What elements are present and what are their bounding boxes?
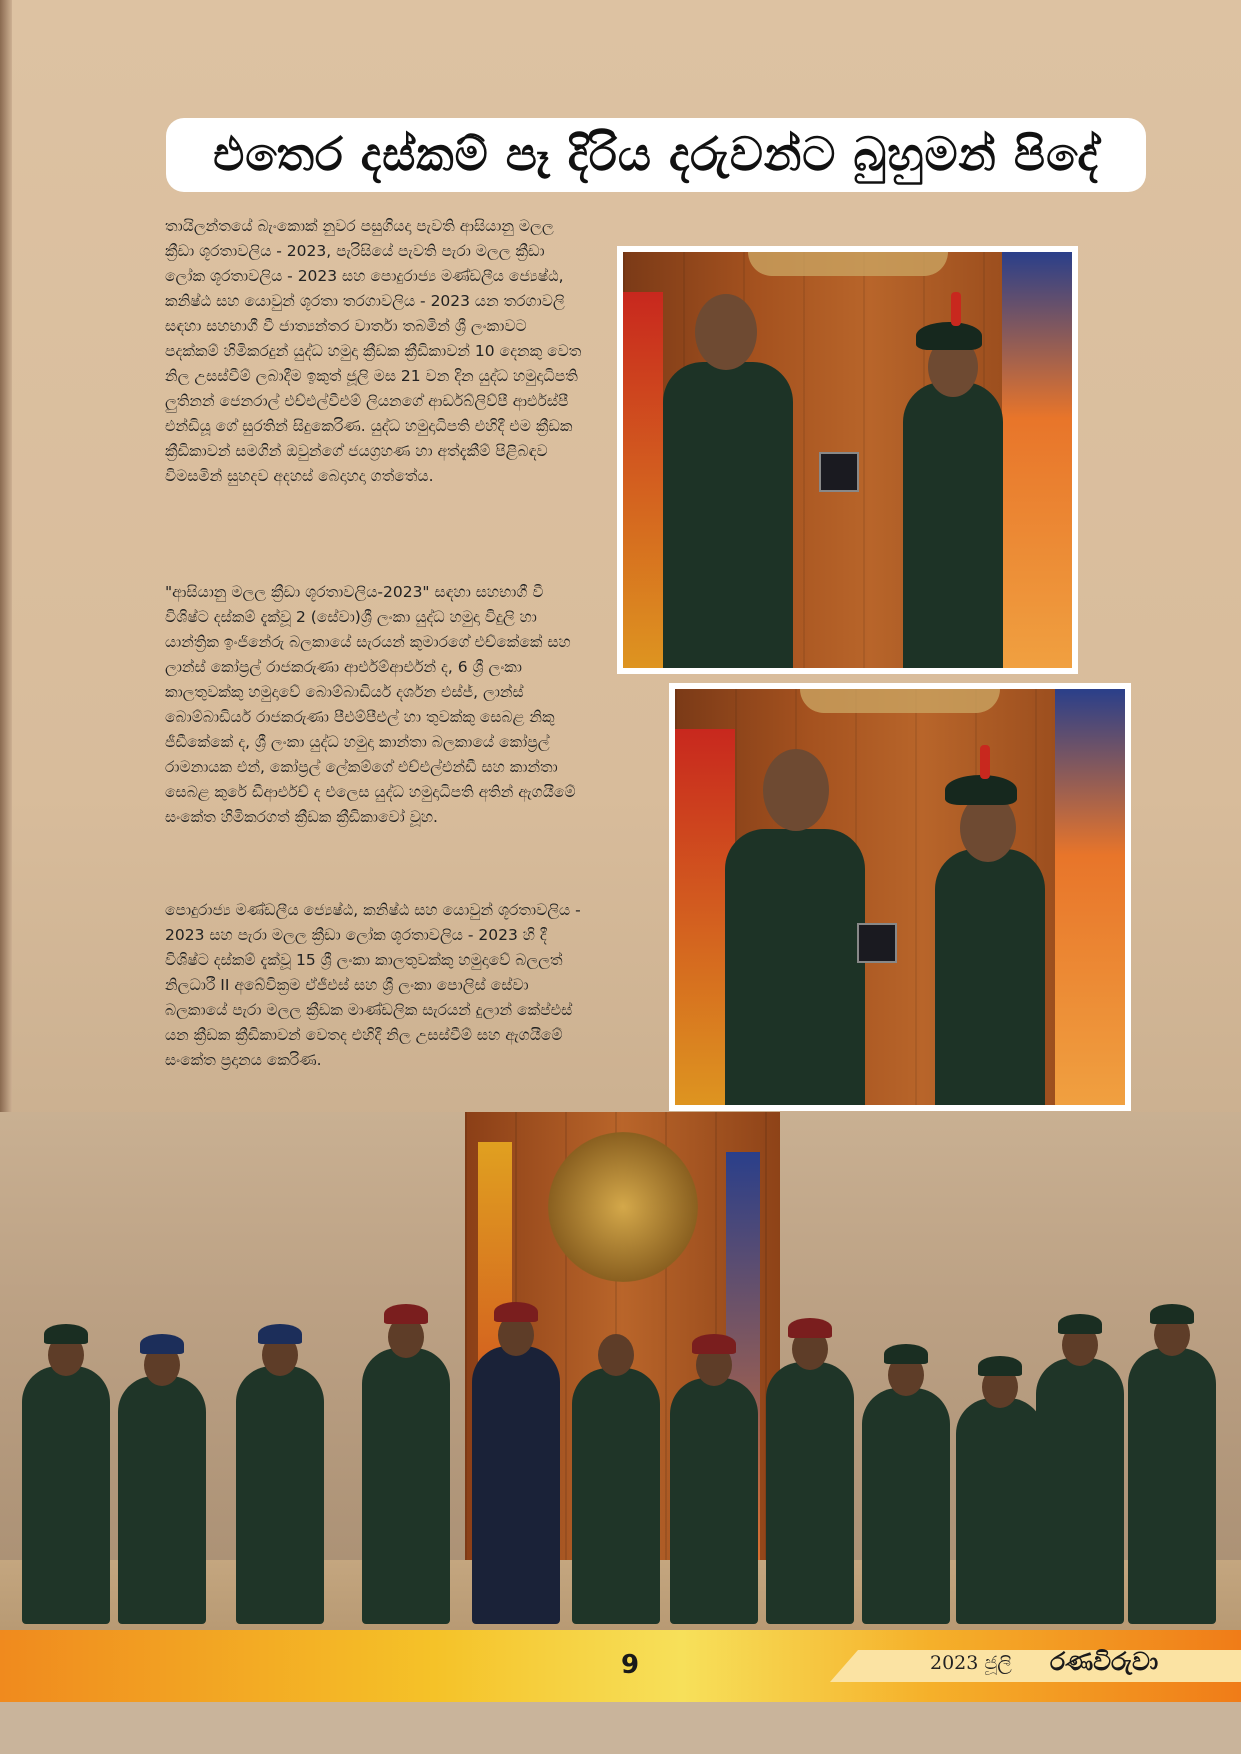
article-paragraph-2: "ආසියානු මලල ක්‍රීඩා ශූරතාවලිය-2023" සඳහා සහභාගී වී විශිෂ්ට දස්කම් දැක්වූ 2 (සේවා)ශ්‍රී ලංකා යුද්ධ හමුදා විදුලි හා යාන්ත්‍රික ඉංජිනේරු බලකායේ සැරයන් කුමාරගේ එච්කේකේ සහ ලාන්ස් කෝප්‍රල් රාජකරුණා ආර්එම්ආර්එන් ද, 6 ශ්‍රී ලංකා කාලතුවක්කු හමුදාවේ බොම්බාඩියර් දර්ශන එස්ජ්, ලාන්ස් බොම්බාඩියර් රාජකරුණා පීඑම්පීඑල් හා තුවක්කු සෙබළ නිකු ජීඩීකේකේ ද, ශ්‍රී ලංකා යුද්ධ හමුදා කාන්තා බලකායේ කෝප්‍රල් රාමනායක එන්, කෝප්‍රල් ලේකම්ගේ එච්එල්එන්ඩී සහ කාන්තා සෙබළ කුරේ ඩීආර්එච් ද එලෙස යුද්ධ හමුදාධිපති අතින් ඇගයීමේ සංකේත හිමිකරගත් ක්‍රීඩක ක්‍රීඩිකාවෝ වූහ. <box>165 583 576 826</box>
group-member <box>956 1356 1044 1624</box>
group-member <box>572 1324 660 1624</box>
medal-case <box>857 923 897 963</box>
beret-plume <box>980 745 990 779</box>
issue-date: 2023 ජූලි <box>930 1652 1012 1674</box>
group-member <box>862 1344 950 1624</box>
athlete-figure <box>935 849 1045 1105</box>
article-title: එතෙර දස්කම් පෑ දිරිය දරුවන්ට බුහුමන් පිදේ <box>213 127 1099 181</box>
article-paragraph-3: පොදුරාජ්‍ය මණ්ඩලීය ජ්‍යෙෂ්ඨ, කනිෂ්ඨ සහ යොවුන් ශූරතාවලිය - 2023 සහ පැරා මලල ක්‍රීඩා ලෝක ශූරතාවලිය - 2023 හි දී විශිෂ්ට දස්කම් දැක්වූ 15 ශ්‍රී ලංකා කාලතුවක්කු හමුදාවේ බලලත් නිලධාරී II අබේවික්‍රම ඒජීඑස් සහ ශ්‍රී ලංකා පොලිස් සේවා බලකායේ පැරා මලල ක්‍රීඩක මාණ්ඩලික සැරයන් දුලාන් කේප්එස් යන ක්‍රීඩක ක්‍රීඩිකාවන් වෙතද එහිදී නිල උසස්වීම් සහ ඇගයීමේ සංකේත ප්‍රදානය කෙරිණ. <box>165 901 581 1069</box>
page-left-edge <box>0 0 12 1130</box>
group-member <box>766 1318 854 1624</box>
footer-tab <box>830 1650 1241 1682</box>
article-paragraph-1: තායිලන්තයේ බැංකොක් නුවර පසුගියදා පැවති ආසියානු මලල ක්‍රීඩා ශූරතාවලිය - 2023, පැරිසියේ පැවති පැරා මලල ක්‍රීඩා ලෝක ශූරතාවලිය - 2023 සහ පොදුරාජ්‍ය මණ්ඩලීය ජ්‍යෙෂ්ඨ, කනිෂ්ඨ සහ යොවුන් ශූරතා තරගාවලිය - 2023 යන තරගාවලි සඳහා සහභාගී වී ජාත්‍යන්තර වාර්තා තබමින් ශ්‍රී ලංකාවට පදක්කම් හිමිකරදුන් යුද්ධ හමුදා ක්‍රීඩක ක්‍රීඩිකාවන් 10 දෙනකු වෙත නිල උසස්වීම් ලබාදීම ඉකුත් ජූලි මස 21 වන දින යුද්ධ හමුදාධිපති ලුතිනන් ජෙනරාල් එච්එල්වීඑම් ලියනගේ ආර්ඩබ්ලිව්පී ආර්එස්පී එන්ඩියූ ගේ සුරතින් සිදුකෙරිණ. යුද්ධ හමුදාධිපති එහිදී එම ක්‍රීඩක ක්‍රීඩිකාවන් සමගින් ඔවුන්ගේ ජයග්‍රහණ හා අත්දැකීම් පිළිබඳව විමසමින් සුහදව අදහස් බෙදාහදා ගත්තේය. <box>165 217 582 485</box>
group-member <box>22 1324 110 1624</box>
beret-plume <box>951 292 961 326</box>
commander-figure <box>663 362 793 668</box>
group-member <box>362 1304 450 1624</box>
award-photo-2 <box>669 683 1131 1111</box>
title-banner <box>166 118 1146 192</box>
group-member <box>118 1334 206 1624</box>
army-emblem-graphic <box>548 1132 698 1282</box>
commander-head <box>763 749 829 831</box>
army-flag-graphic <box>1055 689 1125 1105</box>
athlete-beret <box>945 775 1017 805</box>
page-number: 9 <box>620 1650 640 1680</box>
magazine-name: රණවිරුවා <box>1050 1647 1159 1676</box>
army-crest-graphic <box>748 252 948 276</box>
army-flag-graphic <box>1002 252 1072 668</box>
commander-figure <box>725 829 865 1105</box>
army-crest-graphic <box>800 689 1000 713</box>
group-member <box>236 1324 324 1624</box>
group-member <box>1128 1304 1216 1624</box>
group-member <box>670 1334 758 1624</box>
award-photo-1 <box>617 246 1078 674</box>
group-photo <box>0 1112 1241 1630</box>
athlete-figure <box>903 382 1003 668</box>
athlete-beret <box>916 322 982 350</box>
national-flag-graphic <box>623 292 663 668</box>
bottom-strip <box>0 1702 1241 1754</box>
award-photo-1-image <box>623 252 1072 668</box>
award-photo-2-image <box>675 689 1125 1105</box>
group-member <box>472 1302 560 1624</box>
medal-case <box>819 452 859 492</box>
commander-head <box>695 294 757 370</box>
group-member <box>1036 1314 1124 1624</box>
